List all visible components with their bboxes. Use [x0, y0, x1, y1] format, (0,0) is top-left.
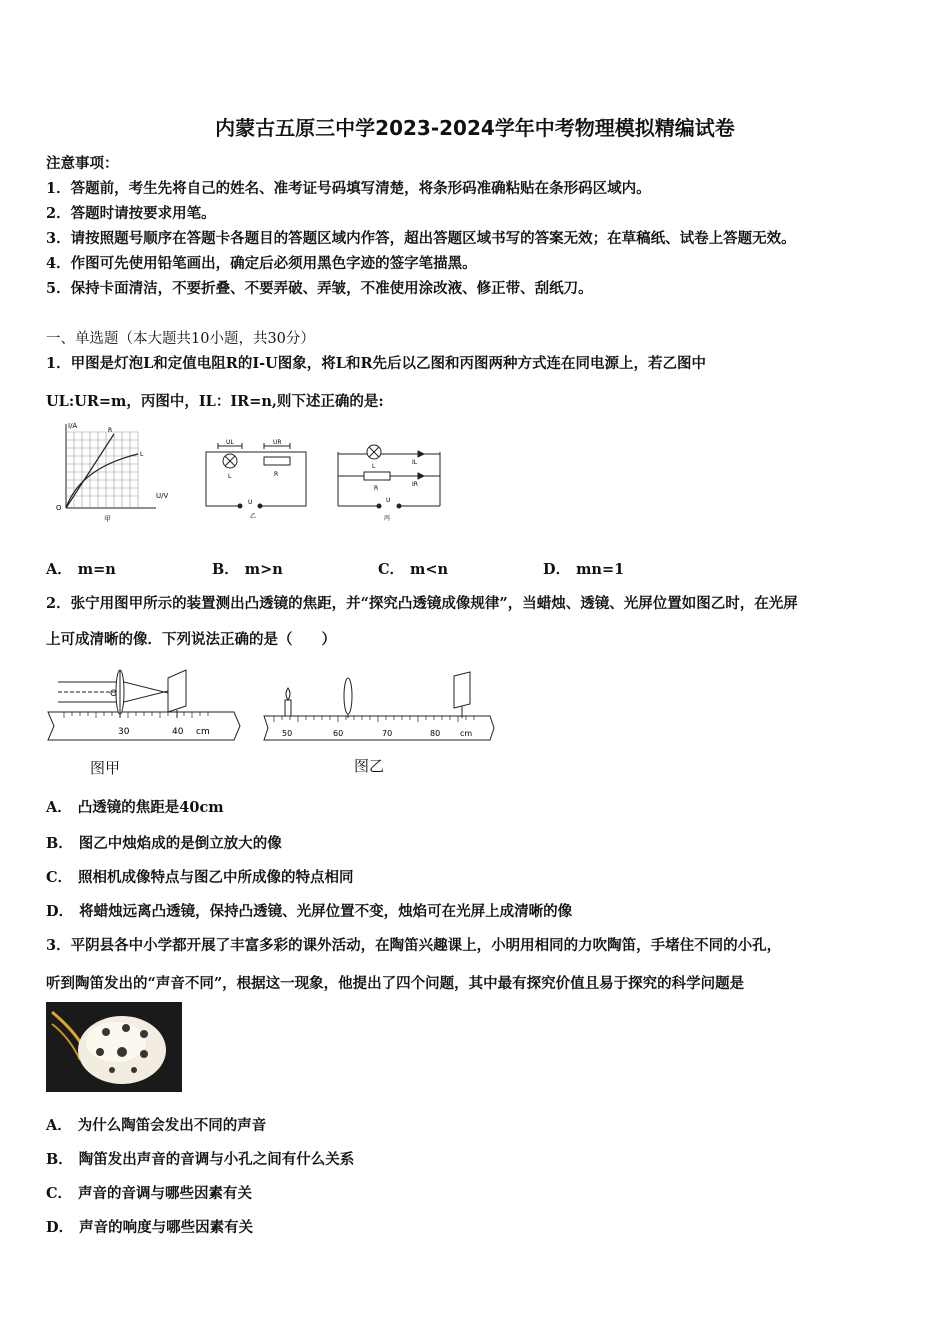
- option-text: m>n: [244, 561, 283, 578]
- label-u: U: [248, 499, 253, 506]
- option-letter: B．: [46, 835, 73, 852]
- label-il: IL: [412, 459, 418, 466]
- option-letter: A．: [46, 1117, 72, 1134]
- tick-label: 80: [430, 729, 441, 738]
- option-text: 凸透镜的焦距是40cm: [77, 799, 224, 816]
- option-text: 为什么陶笛会发出不同的声音: [77, 1117, 267, 1134]
- q1-figures: [44, 418, 464, 528]
- q3-stem-line2: 听到陶笛发出的“声音不同”，根据这一现象，他提出了四个问题，其中最有探究价值且易于探究的科学问题是: [46, 975, 745, 992]
- q1-option-c[interactable]: [378, 558, 448, 579]
- option-letter: D．: [543, 561, 571, 578]
- label-ur: UR: [273, 439, 282, 446]
- label-ul: UL: [226, 439, 234, 446]
- q1-stem-line2: UL:UR=m，丙图中，IL：IR=n,则下述正确的是:: [46, 393, 384, 410]
- option-text: 声音的响度与哪些因素有关: [79, 1219, 254, 1236]
- tick-label: 50: [282, 729, 293, 738]
- option-letter: C．: [46, 1185, 73, 1202]
- q2-stem-line2: 上可成清晰的像．下列说法正确的是（ ）: [46, 631, 336, 648]
- iu-graph: [56, 422, 168, 523]
- q3-stem-line1: 3．平阴县各中小学都开展了丰富多彩的课外活动，在陶笛兴趣课上，小明用相同的力吹陶笛，手堵住不同的小孔，: [46, 937, 782, 954]
- q2-stem-line1: 2．张宁用图甲所示的装置测出凸透镜的焦距，并“探究凸透镜成像规律”，当蜡烛、透镜、光屏位置如图乙时，在光屏: [46, 595, 798, 612]
- notice-item: 3．请按照题号顺序在答题卡各题目的答题区域内作答，超出答题区域书写的答案无效；在草稿纸、试卷上答题无效。: [46, 230, 796, 247]
- label-u: U: [386, 497, 391, 504]
- tick-label: 70: [382, 729, 393, 738]
- option-text: mn=1: [576, 561, 625, 578]
- option-text: 图乙中烛焰成的是倒立放大的像: [78, 835, 282, 852]
- option-text: 将蜡烛远离凸透镜，保持凸透镜、光屏位置不变，烛焰可在光屏上成清晰的像: [79, 903, 573, 920]
- option-letter: A．: [46, 561, 72, 578]
- fig-yi-caption: 图乙: [354, 757, 385, 775]
- graph-origin: O: [56, 504, 62, 512]
- label-r: R: [374, 485, 379, 492]
- q2-option-c[interactable]: [46, 866, 354, 887]
- option-text: 陶笛发出声音的音调与小孔之间有什么关系: [78, 1151, 355, 1168]
- l-curve: [66, 454, 138, 508]
- option-text: 照相机成像特点与图乙中所成像的特点相同: [78, 869, 354, 886]
- q1-option-d[interactable]: [543, 558, 624, 579]
- option-letter: D．: [46, 1219, 74, 1236]
- option-letter: B．: [46, 1151, 73, 1168]
- lens-center-label: O: [110, 689, 118, 699]
- option-letter: C．: [46, 869, 73, 886]
- graph-caption: 甲: [104, 515, 111, 523]
- tick-label: 60: [333, 729, 344, 738]
- ocarina-photo: [46, 1002, 182, 1092]
- page-title: 内蒙古五原三中学2023-2024学年中考物理模拟精编试卷: [215, 116, 735, 140]
- focal-length-setup: [48, 670, 240, 740]
- yi-caption: 乙: [250, 513, 257, 520]
- graph-label-r: R: [108, 427, 113, 434]
- q2-option-d[interactable]: [46, 900, 572, 921]
- q2-figures: [44, 660, 504, 750]
- notice-heading: 注意事项：: [46, 155, 119, 172]
- option-letter: C．: [378, 561, 405, 578]
- unit-label: cm: [460, 729, 473, 738]
- label-r: R: [274, 471, 279, 478]
- unit-label: cm: [196, 727, 210, 737]
- q3-option-b[interactable]: [46, 1148, 354, 1169]
- option-text: m<n: [410, 561, 449, 578]
- q3-option-a[interactable]: [46, 1114, 266, 1135]
- option-letter: D．: [46, 903, 74, 920]
- series-circuit: [206, 443, 306, 510]
- notice-item: 4．作图可先使用铅笔画出，确定后必须用黑色字迹的签字笔描黑。: [46, 255, 477, 272]
- q3-option-c[interactable]: [46, 1182, 252, 1203]
- label-ir: IR: [412, 481, 418, 488]
- q1-stem-line1: 1．甲图是灯泡L和定值电阻R的I-U图象，将L和R先后以乙图和丙图两种方式连在同电源上，若乙图中: [46, 355, 707, 372]
- graph-ylabel: I/A: [68, 422, 78, 430]
- option-letter: A．: [46, 799, 72, 816]
- notice-item: 2．答题时请按要求用笔。: [46, 205, 216, 222]
- option-text: 声音的音调与哪些因素有关: [78, 1185, 253, 1202]
- q1-option-a[interactable]: [46, 558, 116, 579]
- bing-caption: 丙: [384, 515, 391, 522]
- q2-option-a[interactable]: [46, 796, 224, 817]
- option-text: m=n: [77, 561, 116, 578]
- label-l: L: [372, 463, 376, 470]
- notice-item: 5．保持卡面清洁，不要折叠、不要弄破、弄皱，不准使用涂改液、修正带、刮纸刀。: [46, 280, 593, 297]
- fig-jia-caption: 图甲: [90, 759, 121, 777]
- q3-option-d[interactable]: [46, 1216, 253, 1237]
- parallel-circuit-labels: [372, 459, 418, 522]
- graph-label-l: L: [140, 451, 144, 458]
- graph-xlabel: U/V: [156, 492, 169, 500]
- q2-option-b[interactable]: [46, 832, 282, 853]
- option-letter: B．: [212, 561, 239, 578]
- label-l: L: [228, 473, 232, 480]
- notice-item: 1．答题前，考生先将自己的姓名、准考证号码填写清楚，将条形码准确粘贴在条形码区域内。: [46, 180, 651, 197]
- tick-label: 30: [118, 727, 130, 737]
- section-heading: 一、单选题（本大题共10小题，共30分）: [46, 331, 315, 347]
- tick-label: 40: [172, 727, 184, 737]
- q1-option-b[interactable]: [212, 558, 283, 579]
